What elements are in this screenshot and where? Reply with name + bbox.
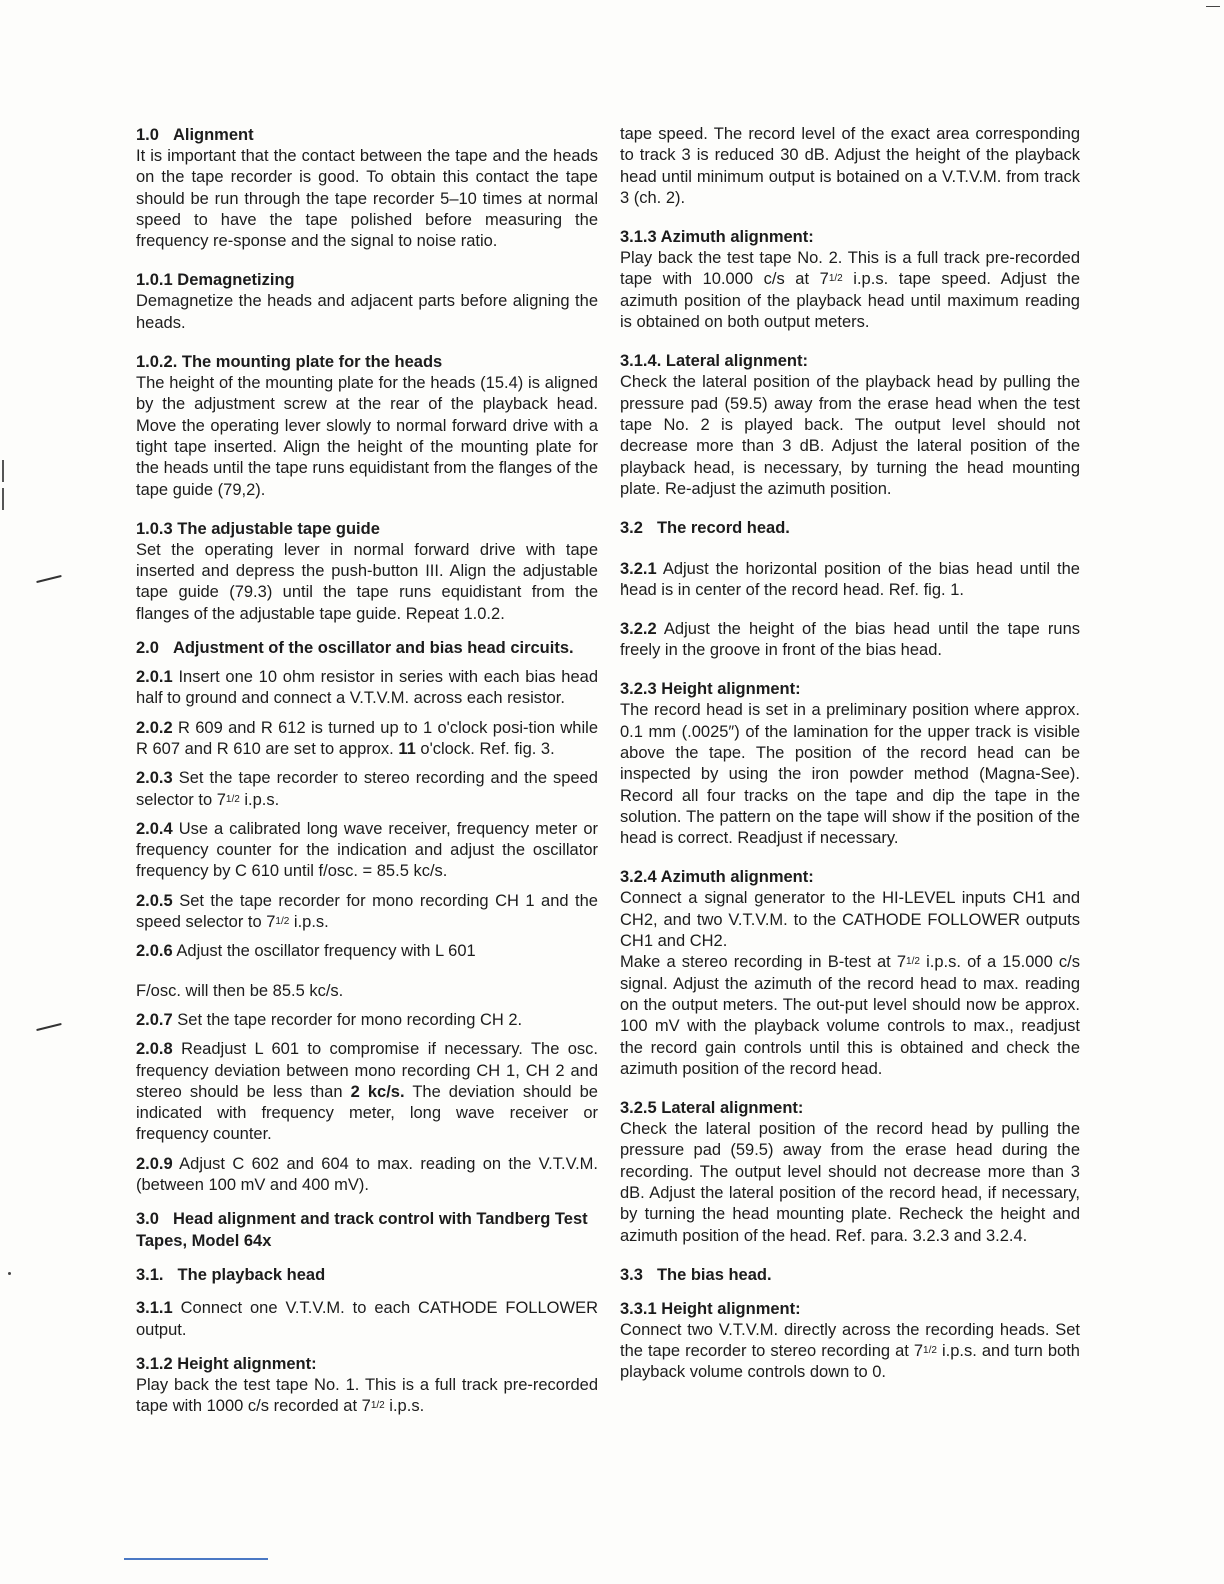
footer-rule [124,1558,268,1560]
section-3-1 [136,1264,598,1286]
section-3-2-5 [620,1097,1080,1247]
section-heading: 3.3 The bias head. [620,1265,772,1284]
para-3-2-1: 3.2.1 Adjust the horizontal position of the bias head until the head is in center of the record head. Ref. fig. 1. [620,560,1080,600]
section-heading: 3.2.5 Lateral alignment: [620,1099,804,1118]
section-heading: 3.2.4 Azimuth alignment: [620,868,814,887]
section-3-2-4 [620,866,1080,1080]
fraction: 1/2 [275,916,290,928]
section-body: Check the lateral position of the record head by pulling the pressure pad (59.5) away from the erase head during the recording. The output level should not decrease more than 3 dB. Adjust the lateral position of the record head, if necessary, by turning the head mounting plate. Recheck the height and azimuth position of the head. Ref. para. 3.2.3 and 3.2.4. [620,1120,1080,1245]
para-3-2-2: 3.2.2 Adjust the height of the bias head until the tape runs freely in the groove in front of the bias head. [620,619,1080,660]
section-heading: 3.1.2 Height alignment: [136,1354,317,1373]
section-1-0-3 [136,518,598,625]
fraction: 1/2 [828,273,843,285]
para-2-0-4: 2.0.4 Use a calibrated long wave receiver, frequency meter or frequency counter for the indication and adjust the oscillator frequency by C 610 until f/osc. = 85.5 kc/s. [136,819,598,881]
fraction: 1/2 [923,1345,937,1357]
para-2-0-8: 2.0.8 Readjust L 601 to compromise if necessary. The osc. frequency deviation between mono recording CH 1, CH 2 and stereo should be less than 2 kc/s. The deviation should be indicated with frequency meter, long wave receiver or frequency counter. [136,1040,598,1144]
section-heading: 3.0 Head alignment and track control with Tandberg Test Tapes, Model 64x [136,1210,588,1251]
section-body: Connect two V.T.V.M. directly across the recording heads. Set the tape recorder to stereo recording at $7^{1/2}$ i.p.s. and turn both playback volume controls down to 0. [620,1320,1080,1382]
section-body: Play back the test tape No. 1. This is a full track pre-recorded tape with 1000 c/s recorded at $7^{1/2}$ i.p.s. [136,1375,598,1416]
section-body: Check the lateral position of the playback head by pulling the pressure pad (59.5) away from the erase head when the test tape No. 2 is played back. The output level should not decrease more than 3 dB. Adjust the lateral position of the playback head, is necessary, by turning the head mounting plate. Re-adjust the azimuth position. [620,373,1080,498]
left-column [136,124,598,1417]
para-2-0-1: 2.0.1 Insert one 10 ohm resistor in series with each bias head half to ground and connect a V.T.V.M. across each resistor. [136,668,598,708]
section-body: Make a stereo recording in B-test at $7^{1/2}$ i.p.s. of a 15.000 c/s signal. Adjust the azimuth of the record head to max. reading on the output meters. The out-put level should now be approx. 100 mV with the playback volume controls to max., readjust the record gain controls until this is obtained and check the azimuth position of the record head. [620,953,1080,1078]
section-heading: 3.1.4. Lateral alignment: [620,352,808,371]
edge-tick [2,488,4,510]
para-2-0-5: 2.0.5 Set the tape recorder for mono recording CH 1 and the speed selector to $7^{1/2}$ i.p.s. [136,891,598,932]
section-3-1-4 [620,350,1080,500]
section-body: Play back the test tape No. 2. This is a full track pre-recorded tape with 10.000 c/s at $7^{1/2}$ i.p.s. tape speed. Adjust the azimuth position of the playback head until maximum reading is obtained on both output meters. [620,249,1080,332]
section-3-2 [620,517,1080,539]
section-heading: 1.0.1 Demagnetizing [136,271,295,290]
section-heading: 3.2 The record head. [620,519,790,538]
section-heading: 1.0.3 The adjustable tape guide [136,519,380,538]
section-body: Connect a signal generator to the HI-LEVEL inputs CH1 and CH2, and two V.T.V.M. to the CATHODE FOLLOWER outputs CH1 and CH2. [620,889,1080,951]
section-2-0 [136,637,598,659]
section-3-0 [136,1208,598,1252]
margin-mark [36,575,62,583]
para-2-0-6: 2.0.6 Adjust the oscillator frequency with L 601 F/osc. will then be 85.5 kc/s. [136,941,598,1002]
section-1-0 [136,124,598,252]
section-heading: 1.0 Alignment [136,126,254,144]
section-heading: 3.1. The playback head [136,1266,326,1285]
section-heading: 2.0 Adjustment of the oscillator and bias head circuits. [136,639,574,658]
section-heading: 3.1.3 Azimuth alignment: [620,228,814,247]
para-3-1-1: 3.1.1 Connect one V.T.V.M. to each CATHODE FOLLOWER output. [136,1299,598,1339]
fraction: 1/2 [225,793,240,805]
corner-mark [1206,6,1220,7]
section-3-3-1 [620,1298,1080,1384]
para-2-0-2: 2.0.2 R 609 and R 612 is turned up to 1 o'clock posi-tion while R 607 and R 610 are set to approx. 11 o'clock. Ref. fig. 3. [136,718,598,758]
para-2-0-9: 2.0.9 Adjust C 602 and 604 to max. reading on the V.T.V.M. (between 100 mV and 400 mV). [136,1154,598,1194]
fraction: 1/2 [370,1400,385,1412]
section-body: The record head is set in a preliminary position where approx. 0.1 mm (.0025″) of the lamination for the upper track is visible above the tape. The position of the record head can be inspected by using the iron powder method (Magna-See). Record all four tracks on the tape and dip the tape in the solution. The pattern on the tape will show if the position of the head is correct. Readjust if necessary. [620,701,1080,848]
section-heading: 3.2.3 Height alignment: [620,680,801,699]
speck [8,1272,11,1275]
para-2-0-7: 2.0.7 Set the tape recorder for mono recording CH 2. [136,1010,523,1029]
continued-text: tape speed. The record level of the exact area corresponding to track 3 is reduced 30 dB. Adjust the height of the playback head until minimum output is botained on a V.T.V.M. from track 3 (ch. 2). [620,125,1080,207]
section-body: The height of the mounting plate for the heads (15.4) is aligned by the adjustment screw at the rear of the playback head. Move the operating lever slowly to normal forward drive with a tight tape inserted. Align the height of the mounting plate for the heads until the tape runs equidistant from the flanges of the tape guide (79,2). [136,374,598,499]
section-body: Demagnetize the heads and adjacent parts before aligning the heads. [136,292,598,332]
margin-mark [36,1023,62,1031]
section-1-0-1 [136,269,598,334]
section-3-1-3 [620,226,1080,333]
section-heading: 1.0.2. The mounting plate for the heads [136,353,443,372]
section-3-1-2 [136,1353,598,1418]
section-3-2-3 [620,678,1080,849]
section-1-0-2 [136,351,598,501]
continuation: F/osc. will then be 85.5 kc/s. [136,981,344,1000]
right-column [620,124,1080,1384]
fraction: 1/2 [906,956,920,968]
section-3-3 [620,1264,1080,1286]
edge-tick [2,460,4,482]
section-body: It is important that the contact between the tape and the heads on the tape recorder is good. To obtain this contact the tape should be run through the tape recorder 5–10 times at normal speed to have the tape polished before measuring the frequency re-sponse and the signal to noise ratio. [136,147,598,251]
section-heading: 3.3.1 Height alignment: [620,1299,801,1318]
section-body: Set the operating lever in normal forward drive with tape inserted and depress the push-button III. Align the adjustable tape guide (79.3) until the tape runs equidistant from the flanges of the adjustable tape guide. Repeat 1.0.2. [136,540,598,623]
para-2-0-3: 2.0.3 Set the tape recorder to stereo recording and the speed selector to $7^{1/2}$ i.p.s. [136,769,598,809]
